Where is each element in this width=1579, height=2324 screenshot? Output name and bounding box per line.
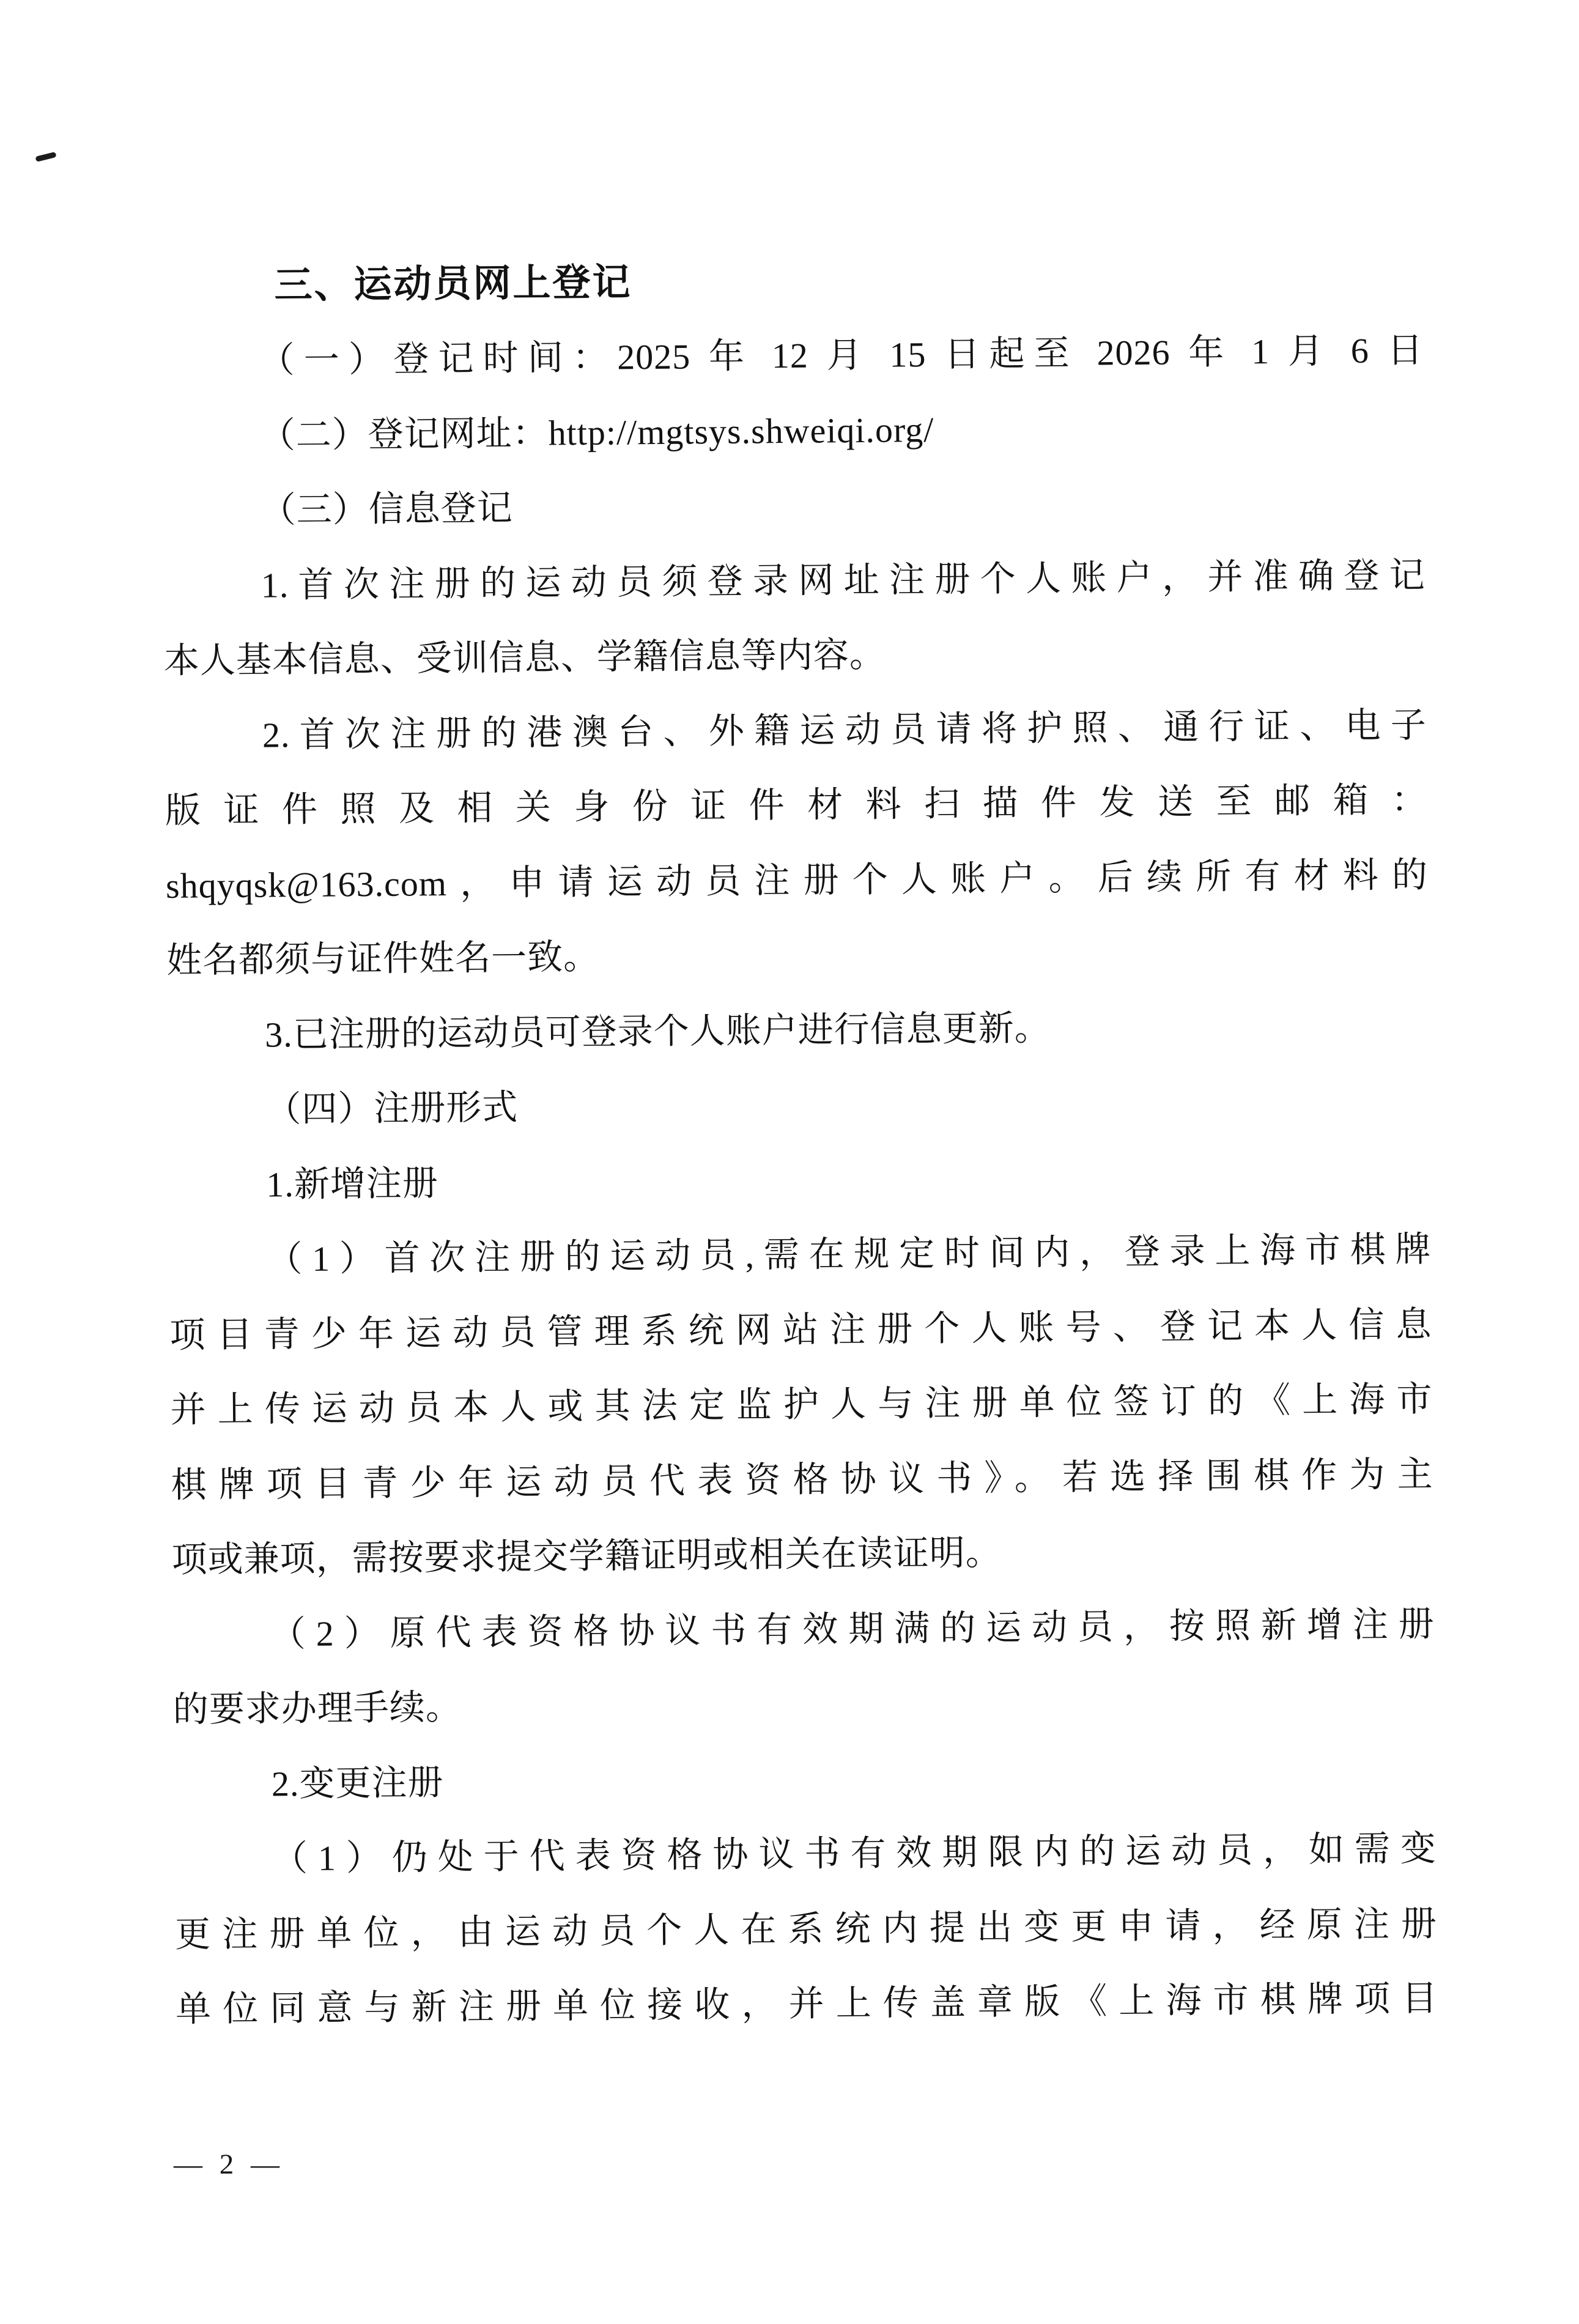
text-line: 更注册单位，由运动员个人在系统内提出变更申请，经原注册 [174,1903,1438,1955]
text-line: （四）注册形式 [265,1087,519,1130]
text-line: （2）原代表资格协议书有效期满的运动员，按照新增注册 [270,1604,1435,1654]
text-line: 姓名都须与证件姓名一致。 [166,936,600,980]
text-line: 版证件照及相关身份证件材料扫描件发送至邮箱： [165,779,1428,831]
text-line: （二）登记网址：http://mgtsys.shweiqi.org/ [259,409,934,456]
page-number: — 2 — [174,2148,284,2180]
text-line: 本人基本信息、受训信息、学籍信息等内容。 [163,634,886,681]
text-line: （三）信息登记 [260,487,514,530]
text-line: （1）仍处于代表资格协议书有效期限内的运动员，如需变 [272,1828,1437,1879]
text-line: 并上传运动员本人或其法定监护人与注册单位签订的《上海市 [170,1378,1433,1430]
text-line: （1）首次注册的运动员,需在规定时间内，登录上海市棋牌 [267,1229,1432,1279]
text-line: 项目青少年运动员管理系统网站注册个人账号、登记本人信息 [169,1304,1432,1355]
text-line: 2.变更注册 [271,1762,444,1804]
text-line: 单位同意与新注册单位接收，并上传盖章版《上海市棋牌项目 [175,1978,1438,2029]
text-line: 的要求办理手续。 [172,1687,462,1730]
scan-smudge-mark [35,152,56,162]
text-line: 项或兼项，需按要求提交学籍证明或相关在读证明。 [171,1533,1002,1580]
section-heading: 三、运动员网上登记 [274,261,632,307]
text-line: 1.新增注册 [266,1163,439,1205]
text-line: shqyqsk@163.com，申请运动员注册个人账户。后续所有材料的 [165,854,1429,906]
text-line: （一）登记时间：2025 年 12 月 15 日起至 2026 年 1 月 6 日 [259,330,1424,380]
paragraph-lines [161,313,1438,2047]
text-line: 3.已注册的运动员可登录个人账户进行信息更新。 [264,1007,1051,1055]
text-line: 1.首次注册的运动员须登录网址注册个人账户，并准确登记 [261,555,1426,605]
document-body [160,239,1438,2047]
text-line: 2.首次注册的港澳台、外籍运动员请将护照、通行证、电子 [262,705,1427,755]
text-line: 棋牌项目青少年运动员代表资格协议书》。若选择围棋作为主 [171,1454,1433,1505]
